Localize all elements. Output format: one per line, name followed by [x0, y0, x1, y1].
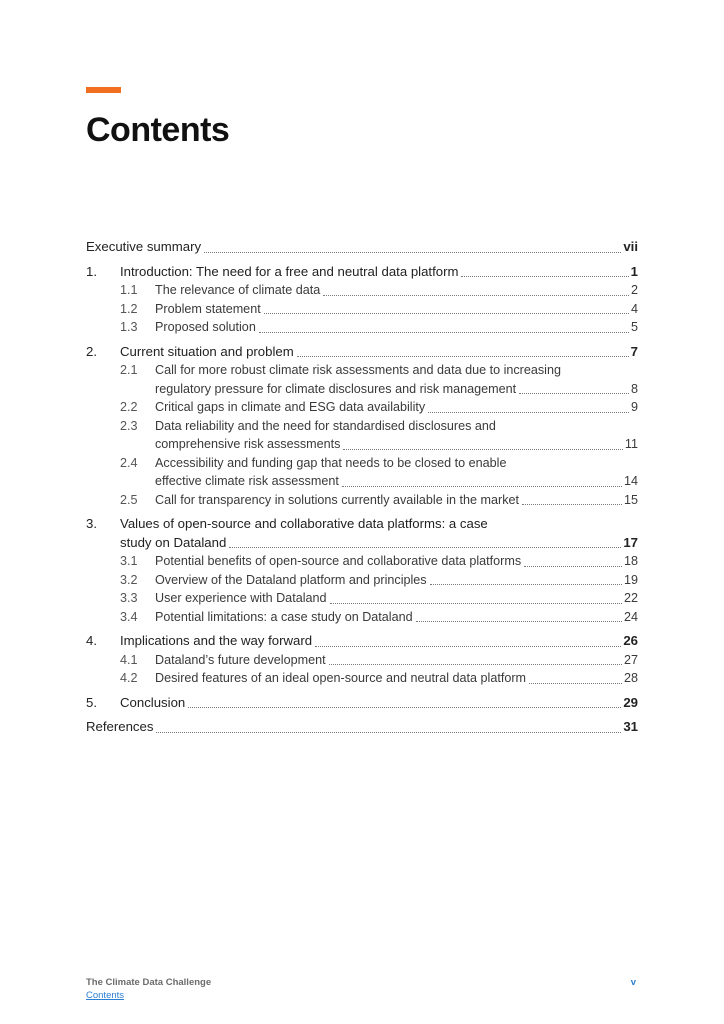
toc-entry-section-3[interactable]: [86, 515, 638, 534]
toc-entry-label: Current situation and problem: [120, 343, 294, 359]
toc-entry-1-2[interactable]: [86, 300, 638, 319]
subsection-number: 4.2: [120, 671, 138, 685]
footer-contents-link[interactable]: Contents: [86, 990, 125, 1001]
toc-entry-section-5[interactable]: [86, 694, 638, 713]
dot-leader: [323, 295, 629, 296]
toc-entry-2-1-cont[interactable]: [86, 380, 638, 399]
dot-leader: [428, 412, 629, 413]
toc-entry-label: Problem statement: [155, 301, 261, 316]
toc-page-number: 4: [630, 301, 638, 316]
section-label-strong: Introduction:: [120, 263, 193, 279]
toc-entry-3-4[interactable]: [86, 608, 638, 627]
toc-entry-2-4-cont[interactable]: [86, 472, 638, 491]
subsection-number: 1.2: [120, 301, 138, 316]
toc-page-number: 17: [623, 534, 638, 550]
toc-page-number: 19: [623, 572, 638, 587]
dot-leader: [342, 486, 622, 487]
toc-entry-label: Implications and the way forward: [120, 633, 313, 648]
table-of-contents: [86, 238, 638, 737]
toc-page-number: vii: [623, 239, 638, 254]
toc-entry-label: Executive summary: [86, 239, 202, 254]
toc-entry-label: Potential benefits of open-source and collaborative data platforms: [155, 554, 522, 568]
dot-leader: [264, 313, 629, 314]
toc-page-number: 15: [623, 492, 638, 507]
subsection-number: 3.3: [120, 591, 138, 605]
section-number: 1.: [86, 263, 97, 279]
toc-entry-2-5[interactable]: [86, 491, 638, 510]
toc-entry-label: Conclusion: [120, 694, 186, 710]
toc-page-number: 31: [623, 719, 638, 734]
dot-leader: [529, 683, 622, 684]
toc-page-number: 11: [624, 437, 638, 451]
subsection-number: 4.1: [120, 652, 138, 667]
subsection-number: 2.4: [120, 455, 138, 470]
toc-entry-4-1[interactable]: [86, 651, 638, 670]
dot-leader: [229, 547, 621, 548]
toc-entry-label-line1: Values of open-source and collaborative data platforms: a case: [120, 516, 488, 531]
toc-page-number: 8: [630, 381, 638, 396]
toc-entry-label: User experience with Dataland: [155, 591, 327, 605]
toc-entry-label: Call for transparency in solutions currently available in the market: [155, 492, 519, 507]
dot-leader: [297, 356, 629, 357]
toc-page-number: 28: [623, 671, 638, 685]
subsection-number: 2.3: [120, 418, 138, 433]
footer-document-title: The Climate Data Challenge: [86, 977, 212, 988]
toc-entry-2-3[interactable]: [86, 417, 638, 436]
toc-entry-section-4[interactable]: [86, 632, 638, 651]
toc-page-number: 26: [623, 633, 638, 648]
section-number: 5.: [86, 694, 97, 710]
accent-bar: [86, 87, 121, 93]
section-label-rest: The need for a free and neutral data platform: [192, 263, 459, 279]
toc-entry-3-1[interactable]: [86, 552, 638, 571]
subsection-number: 3.4: [120, 609, 138, 624]
toc-entry-2-1[interactable]: [86, 361, 638, 380]
toc-entry-label-line1: Call for more robust climate risk assessments and data due to increasing: [155, 363, 561, 377]
toc-page-number: 27: [623, 652, 638, 667]
toc-page-number: 29: [623, 694, 638, 710]
page-title: Contents: [86, 111, 230, 149]
subsection-number: 2.5: [120, 492, 138, 507]
toc-entry-label: The relevance of climate data: [155, 283, 321, 297]
subsection-number: 2.2: [120, 400, 138, 414]
subsection-number: 2.1: [120, 363, 138, 377]
toc-page-number: 5: [630, 320, 638, 334]
toc-entry-1-3[interactable]: [86, 318, 638, 337]
dot-leader: [343, 449, 622, 450]
footer-page-number: v: [630, 977, 636, 988]
toc-entry-label: Potential limitations: a case study on Dataland: [155, 609, 413, 624]
toc-entry-3-3[interactable]: [86, 589, 638, 608]
dot-leader: [188, 707, 621, 708]
toc-entry-executive-summary[interactable]: [86, 238, 638, 257]
toc-page-number: 2: [630, 283, 638, 297]
dot-leader: [416, 621, 622, 622]
subsection-number: 3.2: [120, 572, 138, 587]
toc-entry-label-line2: regulatory pressure for climate disclosures and risk management: [155, 381, 517, 396]
toc-entry-2-3-cont[interactable]: [86, 435, 638, 454]
toc-entry-label-line1: Data reliability and the need for standardised disclosures and: [155, 418, 496, 433]
toc-page-number: 1: [630, 263, 638, 279]
dot-leader: [330, 603, 622, 604]
subsection-number: 1.3: [120, 320, 138, 334]
section-number: 4.: [86, 633, 97, 648]
toc-entry-label: [120, 263, 458, 282]
toc-entry-label-line2: study on Dataland: [120, 534, 227, 550]
section-number: 3.: [86, 516, 97, 531]
toc-page-number: 18: [623, 554, 638, 568]
toc-entry-references[interactable]: [86, 718, 638, 737]
dot-leader: [524, 566, 622, 567]
toc-entry-section-3-cont[interactable]: [86, 534, 638, 553]
toc-entry-label: Overview of the Dataland platform and principles: [155, 572, 427, 587]
dot-leader: [204, 252, 621, 253]
toc-entry-label-line2: comprehensive risk assessments: [155, 437, 341, 451]
toc-entry-label: Dataland’s future development: [155, 652, 326, 667]
dot-leader: [522, 504, 622, 505]
toc-entry-2-4[interactable]: [86, 454, 638, 473]
toc-entry-section-1[interactable]: [86, 263, 638, 282]
dot-leader: [156, 732, 621, 733]
section-number: 2.: [86, 343, 97, 359]
dot-leader: [461, 276, 628, 277]
toc-entry-2-2[interactable]: [86, 398, 638, 417]
toc-page-number: 14: [623, 474, 638, 488]
toc-entry-label: Critical gaps in climate and ESG data availability: [155, 400, 426, 414]
toc-entry-label-line2: effective climate risk assessment: [155, 474, 339, 488]
dot-leader: [519, 393, 629, 394]
toc-page-number: 22: [623, 591, 638, 605]
toc-entry-4-2[interactable]: [86, 669, 638, 688]
toc-entry-section-2[interactable]: [86, 343, 638, 362]
subsection-number: 1.1: [120, 283, 138, 297]
toc-page-number: 9: [630, 400, 638, 414]
dot-leader: [329, 664, 622, 665]
toc-entry-label: References: [86, 719, 154, 734]
toc-entry-3-2[interactable]: [86, 571, 638, 590]
dot-leader: [259, 332, 629, 333]
dot-leader: [315, 646, 621, 647]
subsection-number: 3.1: [120, 554, 138, 568]
toc-entry-label: Proposed solution: [155, 320, 256, 334]
toc-page-number: 24: [623, 609, 638, 624]
dot-leader: [430, 584, 622, 585]
toc-page-number: 7: [630, 343, 638, 359]
toc-entry-label: Desired features of an ideal open-source and neutral data platform: [155, 671, 527, 685]
toc-entry-label-line1: Accessibility and funding gap that needs to be closed to enable: [155, 455, 507, 470]
toc-entry-1-1[interactable]: [86, 281, 638, 300]
